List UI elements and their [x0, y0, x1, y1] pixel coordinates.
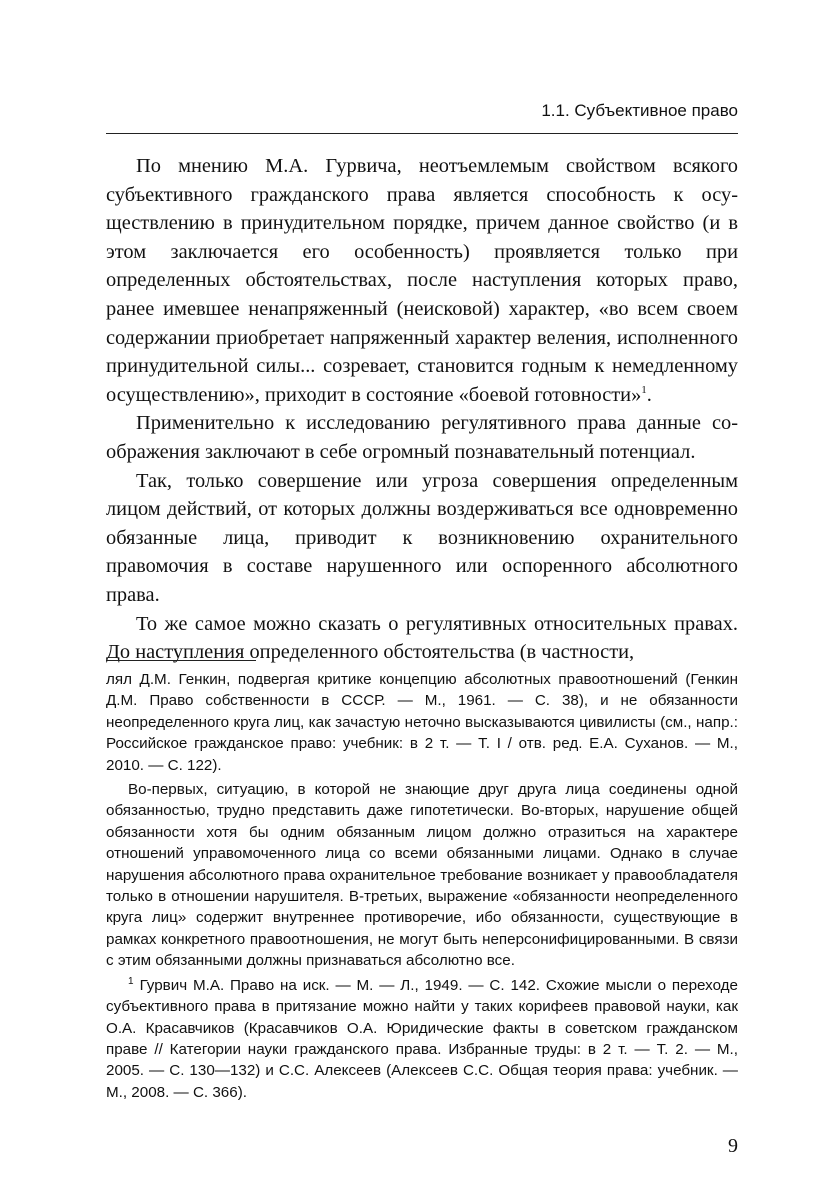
footnote-rule: [106, 660, 256, 661]
footnote-1-mark: 1: [128, 975, 134, 987]
paragraph-1: [106, 152, 738, 409]
paragraph-2: Применительно к исследованию регулятивного права данные соображения заключают в себе огромный познавательный потенциал.: [106, 412, 738, 463]
paragraph-3: Так, только совершение или угроза совершения определенным лицом действий, от которых должны воздерживаться все одновременно обязанные лица, приводит к возникновению охранительного правомочия в составе нарушенного или оспоренного абсолютного права.: [106, 469, 738, 606]
running-header: 1.1. Субъективное право: [541, 101, 738, 120]
paragraph-1-suffix: .: [646, 383, 652, 406]
paragraph-1-text: По мнению М.А. Гурвича, неотъемлемым свойством всякого субъективного гражданского права является способность к осуществлению в принудительном порядке, причем данное свойство (и в этом заключается его особенность) проявляется только при определенных обстоятельствах, после наступления которых право, ранее имевшее ненапряженный (неисковой) характер, «во всем своем содержании приобретает напряженный характер веления, исполненного принудительной силы... созревает, становится годным к немедленному осуществлению», приходит в состояние «боевой готовности»: [106, 155, 738, 406]
page-number: 9: [728, 1135, 738, 1157]
footnote-1-text: Гурвич М.А. Право на иск. — М. — Л., 1949. — С. 142. Схожие мысли о переходе субъективного права в притязание можно найти у таких корифеев правовой науки, как О.А. Красавчиков (Красавчиков О.А. Юридические факты в советском гражданском праве // Категории науки гражданского права. Избранные труды: в 2 т. — Т. 2. — М., 2005. — С. 130—132) и С.С. Алексеев (Алексеев С.С. Общая теория права: учебник. — М., 2008. — С. 366).: [106, 976, 738, 1101]
footnote-1: [106, 975, 738, 1103]
footnotes: [106, 669, 738, 1103]
main-text: [106, 152, 738, 667]
paragraph-4: То же самое можно сказать о регулятивных относительных правах. До наступления определенного обстоятельства (в частности,: [106, 612, 738, 664]
footnote-reference: 1: [641, 383, 647, 396]
footnote-continuation: лял Д.М. Генкин, подвергая критике концепцию абсолютных правоотношений (Генкин Д.М. Право собственности в СССР. — М., 1961. — С. 38), и не обязанности неопределенного круга лиц, как зачастую неточно высказываются цивилисты (см., напр.: Российское гражданское право: учебник: в 2 т. — Т. I / отв. ред. Е.А. Суханов. — М., 2010. — С. 122).: [106, 671, 738, 774]
header-rule: [106, 133, 738, 134]
footnote-continuation-2: Во-первых, ситуацию, в которой не знающие друг друга лица соединены одной обязанностью, трудно представить даже гипотетически. Во-вторых, нарушение общей обязанности хотя бы одним обязанным лицом должно отразиться на характере отношений управомоченного лица со всеми обязанными лицами. Однако в случае нарушения абсолютного права охранительное требование возникает у правообладателя только в отношении нарушителя. В-третьих, выражение «обязанности неопределенного круга лиц» содержит внутреннее противоречие, ибо обязанности, существующие в рамках конкретного правоотношения, не могут быть неперсонифицированными. В связи с этим обязанными должны признаваться абсолютно все.: [106, 781, 738, 970]
